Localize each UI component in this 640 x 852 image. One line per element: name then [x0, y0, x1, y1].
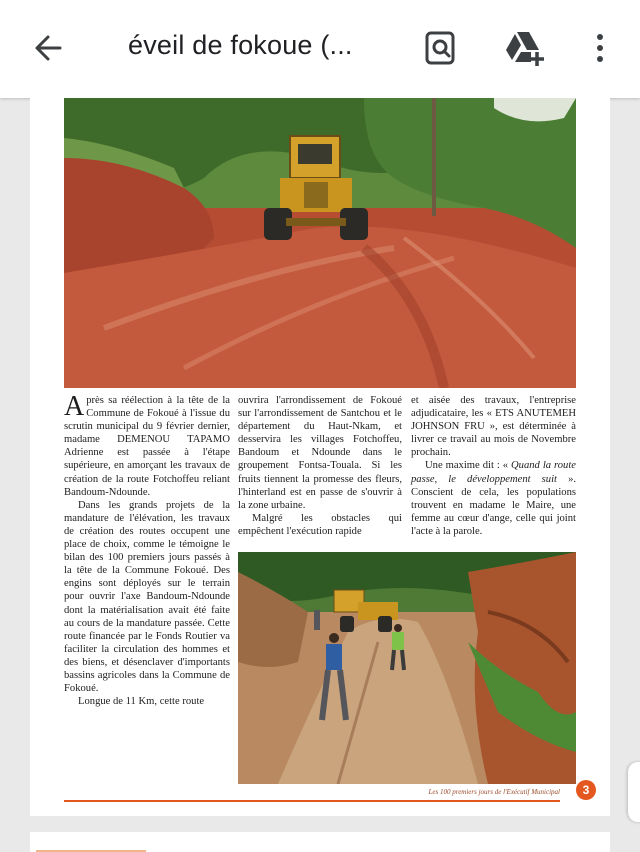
quote: Quand la route passe, le développement suit	[411, 460, 576, 485]
paragraph: Longue de 11 Km, cette route	[78, 696, 205, 708]
paragraph: Une maxime dit : « Quand la route passe, le développement suit ». Conscient de cela, les populations trouvent en madame le Maire, une femme au cœur d'ange, celle qui joint l'acte à la parole.	[411, 460, 577, 537]
google-lens-icon[interactable]	[424, 30, 458, 66]
app-bar	[0, 0, 640, 98]
article-column-3	[411, 394, 576, 538]
road-grader-photo	[64, 98, 576, 388]
article-column-2	[238, 394, 402, 538]
document-title: éveil de fokoue (...	[128, 30, 353, 60]
paragraph: Malgré les obstacles qui empêchent l'exécution rapide	[238, 512, 402, 537]
page-footer: Les 100 premiers jours de l'Exécutif Municipal	[428, 788, 560, 796]
scrollbar-thumb[interactable]	[628, 762, 640, 822]
footer-rule	[64, 800, 560, 802]
paragraph: près sa réélection à la tête de la Commune de Fokoué à l'issue du scrutin municipal du 9 février dernier, madame DEMENOU TAPAMO Adrienne est passée à l'étape supérieure, en amorçant les travaux de création de la route Fotchoffeu reliant Bandoum-Ndounde.	[64, 395, 230, 498]
drop-cap: A	[64, 391, 85, 422]
more-vert-icon[interactable]	[590, 30, 610, 66]
roadwork-site-photo	[238, 552, 576, 784]
arrow-back-icon[interactable]	[30, 30, 66, 66]
paragraph: Dans les grands projets de la mandature de l'élévation, les travaux de création des routes occupent une place de choix, comme le témoigne le bilan des 100 premiers jours passés à la tête de la Commune Fokoué. Des engins sont déployés sur le terrain pour ouvrir l'axe Bandoum-Ndounde dont la matérialisation avait été faite au cours de la mandature passée. Cette route financée par le Fonds Routier va faciliter la circulation des hommes et des biens, et désenclaver d'importants bassins agricoles dans la Commune de Fokoué.	[64, 499, 230, 695]
page-number-badge: 3	[576, 780, 596, 800]
next-page-preview	[30, 832, 610, 852]
paragraph: et aisée des travaux, l'entreprise adjudicataire, les « ETS ANUTEMEH JOHNSON FRU », est déterminée à livrer ce travail au mois de Novembre prochain.	[411, 395, 576, 459]
document-page	[30, 98, 610, 816]
paragraph: ouvrira l'arrondissement de Fokoué sur l'arrondissement de Santchou et le département du Haut-Nkam, et desservira les villages Fotchoffeu, Bandoum et Ndounde dans le groupement Fontsa-Touala. Si les fruits tiennent la promesse des fleurs, l'hinterland est en passe de s'ouvrir à la zone urbaine.	[238, 395, 402, 511]
add-to-drive-icon[interactable]	[503, 28, 547, 68]
article-column-1	[64, 391, 230, 708]
